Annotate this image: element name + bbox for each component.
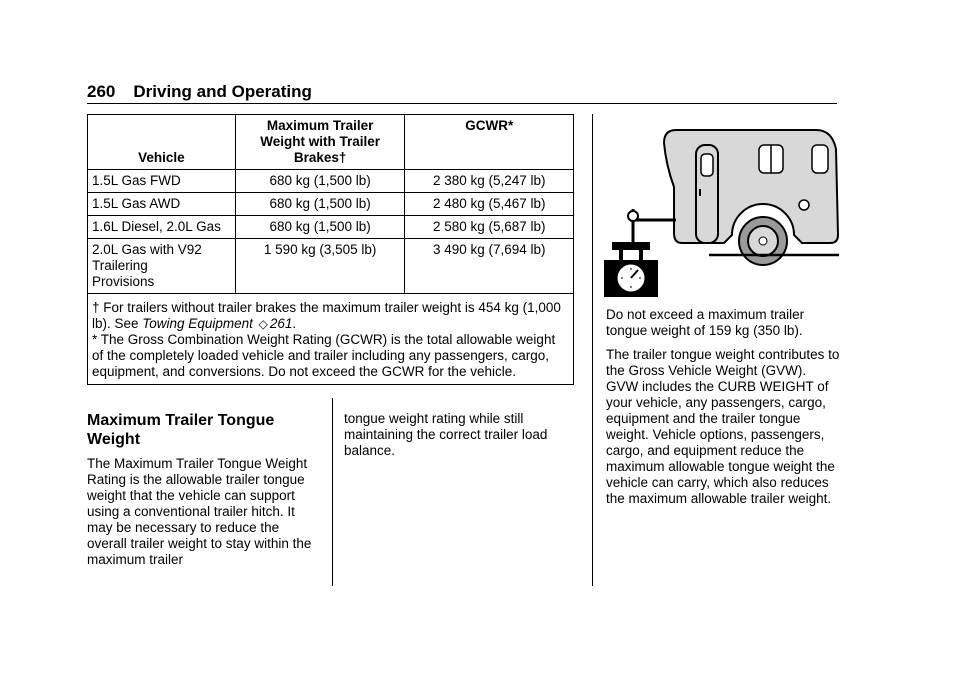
gvw-explanation-text: The trailer tongue weight contributes to the Gross Vehicle Weight (GVW). GVW includes the CURB WEIGHT of your vehicle, any passengers, cargo, equipment and the trailer tongue weight. Vehicle options, passengers, cargo, and equipment reduce the maximum allowable tongue weight the vehicle can carry, which also reduces the maximum allowable trailer weight. <box>606 347 840 506</box>
vehicle-cell: 1.6L Diesel, 2.0L Gas <box>88 216 236 239</box>
gcwr-cell: 3 490 kg (7,694 lb) <box>405 239 574 294</box>
vehicle-cell: 1.5L Gas FWD <box>88 170 236 193</box>
gcwr-cell: 2 580 kg (5,687 lb) <box>405 216 574 239</box>
table-notes <box>88 294 574 385</box>
section-heading: Driving and Operating <box>133 82 312 101</box>
gcwr-footnote: * The Gross Combination Weight Rating (GCWR) is the total allowable weight of the completely loaded vehicle and trailer including any passengers, cargo, equipment, and conversions. Do not exceed the GCWR for the vehicle. <box>92 332 556 379</box>
max-weight-cell: 1 590 kg (3,505 lb) <box>235 239 405 294</box>
table-row <box>88 193 574 216</box>
gcwr-cell: 2 380 kg (5,247 lb) <box>405 170 574 193</box>
page-number: 260 <box>87 82 116 101</box>
table-header-row <box>88 115 574 170</box>
table-notes-row <box>88 294 574 385</box>
table-row <box>88 170 574 193</box>
dagger-footnote: † For trailers without trailer brakes the maximum trailer weight is 454 kg (1,000 lb). See Towing Equipment ◇ 261. <box>92 300 561 331</box>
gcwr-cell: 2 480 kg (5,467 lb) <box>405 193 574 216</box>
page-reference-number[interactable]: 261 <box>269 316 293 331</box>
dagger-footnote-text: † For trailers without trailer brakes the maximum trailer weight is 454 kg (1,000 lb). See <box>92 300 561 331</box>
column-header-max-weight: Maximum Trailer Weight with Trailer Brakes† <box>235 115 405 170</box>
column-divider <box>332 398 333 586</box>
column-2-text: tongue weight rating while still maintaining the correct trailer load balance. <box>344 411 548 458</box>
section-title: Maximum Trailer Tongue Weight <box>87 412 275 448</box>
page-reference-icon: ◇ <box>258 317 268 331</box>
column-divider <box>592 114 593 586</box>
max-weight-cell: 680 kg (1,500 lb) <box>235 170 405 193</box>
trailer-tongue-scale-illustration <box>604 125 844 300</box>
tongue-weight-limit-text: Do not exceed a maximum trailer tongue weight of 159 kg (350 lb). <box>606 307 805 338</box>
column-1-text: The Maximum Trailer Tongue Weight Rating is the allowable trailer tongue weight that the vehicle can support using a conventional trailer hitch. It may be necessary to reduce the overall trailer weight to stay within the maximum trailer <box>87 456 312 567</box>
table-row <box>88 239 574 294</box>
towing-equipment-link[interactable]: Towing Equipment <box>142 316 253 331</box>
table-row <box>88 216 574 239</box>
column-header-vehicle: Vehicle <box>88 115 236 170</box>
column-header-gcwr: GCWR* <box>405 115 574 170</box>
vehicle-cell: 1.5L Gas AWD <box>88 193 236 216</box>
header-rule <box>87 103 837 104</box>
vehicle-cell: 2.0L Gas with V92 Trailering Provisions <box>88 239 236 294</box>
max-weight-cell: 680 kg (1,500 lb) <box>235 193 405 216</box>
page-header <box>87 82 312 102</box>
max-weight-cell: 680 kg (1,500 lb) <box>235 216 405 239</box>
towing-spec-table <box>87 114 574 385</box>
